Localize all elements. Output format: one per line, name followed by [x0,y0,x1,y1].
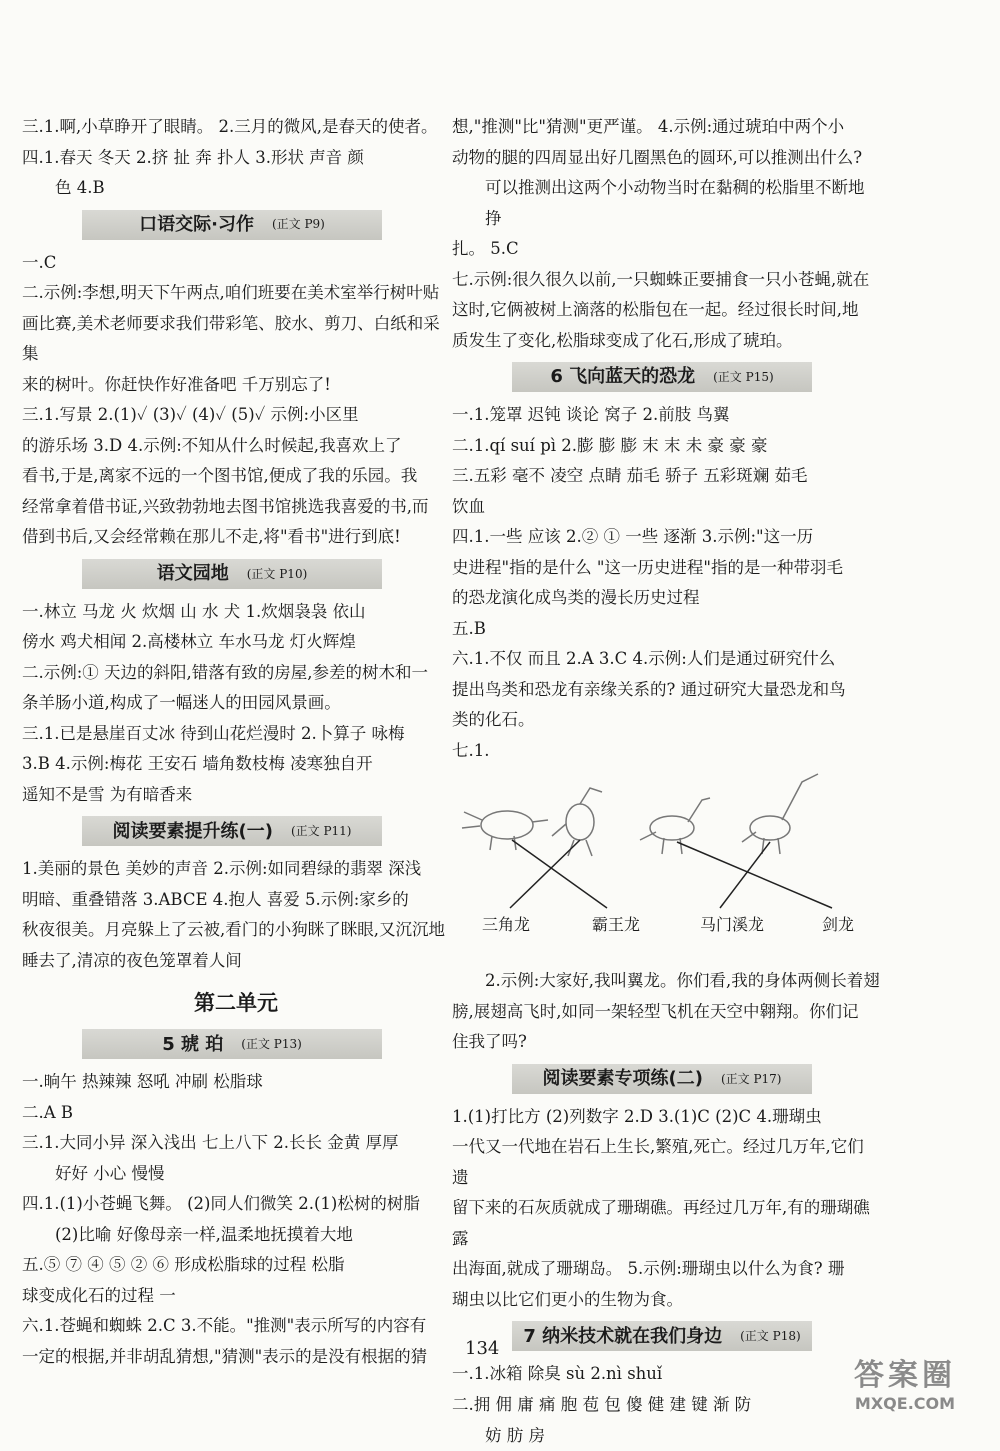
section-title: 阅读要素专项练(二) [543,1062,703,1095]
section-body [452,400,880,766]
text-line: 看书,于是,离家不远的一个图书馆,便成了我的乐园。我 [22,461,450,492]
text-line: 四.1.(1)小苍蝇飞舞。 (2)同人们微笑 2.(1)松树的树脂 [22,1189,450,1220]
section-title: 5 琥 珀 [162,1028,223,1061]
text-line: 住我了吗? [452,1027,880,1058]
page-ref: (正文 P15) [713,366,774,388]
text-line: 一定的根据,并非胡乱猜想,"猜测"表示的是没有根据的猜 [22,1342,450,1373]
text-line: 2.示例:大家好,我叫翼龙。你们看,我的身体两侧长着翅 [452,966,880,997]
section-title: 7 纳米技术就在我们身边 [523,1320,722,1353]
section-body [22,1067,450,1372]
text-line: 四.1.春天 冬天 2.挤 扯 奔 扑人 3.形状 声音 颜 [22,143,450,174]
text-line: 一.1.笼罩 迟钝 谈论 窝子 2.前肢 鸟翼 [452,400,880,431]
section-body [452,1359,880,1451]
text-line: 三.1.啊,小草睁开了眼睛。 2.三月的微风,是春天的使者。 [22,112,450,143]
text-line: 三.1.大同小异 深入浅出 七上八下 2.长长 金黄 厚厚 [22,1128,450,1159]
text-line: 提出鸟类和恐龙有亲缘关系的? 通过研究大量恐龙和鸟 [452,675,880,706]
section-banner-reading-2 [512,1064,812,1094]
section-title: 语文园地 [157,557,229,590]
left-column [22,112,450,1372]
text-line: 三.1.写景 2.(1)✓ (3)✓ (4)✓ (5)✓ 示例:小区里 [22,400,450,431]
page-number: 134 [465,1338,499,1359]
text-line: 的游乐场 3.D 4.示例:不知从什么时候起,我喜欢上了 [22,431,450,462]
text-line: 3.B 4.示例:梅花 王安石 墙角数枝梅 凌寒独自开 [22,749,450,780]
text-line: 二.示例:① 天边的斜阳,错落有致的房屋,参差的树木和一 [22,658,450,689]
section-banner-chinese-garden [82,559,382,589]
text-line: 七.1. [452,736,880,767]
dinosaur-illustration [452,770,872,920]
text-line: 扎。 5.C [452,234,880,265]
page-ref: (正文 P11) [291,820,352,842]
right-top-block [452,112,880,356]
dinosaur-matching-figure [452,770,872,960]
text-line: 画比赛,美术老师要求我们带彩笔、胶水、剪刀、白纸和采集 [22,309,450,370]
text-line: 妨 肪 房 [452,1421,880,1451]
page-ref: (正文 P10) [247,563,308,585]
section-body [452,1102,880,1316]
text-line: 睡去了,清凉的夜色笼罩着人间 [22,946,450,977]
section-title: 阅读要素提升练(一) [113,815,273,848]
watermark-url: MXQE.COM [820,1394,990,1413]
page-ref: (正文 P13) [241,1033,302,1055]
section-title: 6 飞向蓝天的恐龙 [550,360,695,393]
text-line: 明暗、重叠错落 3.ABCE 4.抱人 喜爱 5.示例:家乡的 [22,885,450,916]
dino-label: 剑龙 [822,910,854,940]
stegosaurus-icon [742,774,818,854]
section-banner-dinosaur [512,362,812,392]
text-line: 二.1.qí suí pì 2.膨 膨 膨 末 末 未 豪 豪 豪 [452,431,880,462]
text-line: 好好 小心 慢慢 [22,1159,450,1190]
dino-label: 三角龙 [482,910,530,940]
text-line: 三.1.已是悬崖百丈冰 待到山花烂漫时 2.卜算子 咏梅 [22,719,450,750]
text-line: (2)比喻 好像母亲一样,温柔地抚摸着大地 [22,1220,450,1251]
text-line: 留下来的石灰质就成了珊瑚礁。再经过几万年,有的珊瑚礁露 [452,1193,880,1254]
text-line: 1.(1)打比方 (2)列数字 2.D 3.(1)C (2)C 4.珊瑚虫 [452,1102,880,1133]
text-line: 五.⑤ ⑦ ④ ⑤ ② ⑥ 形成松脂球的过程 松脂 [22,1250,450,1281]
text-line: 条羊肠小道,构成了一幅迷人的田园风景画。 [22,688,450,719]
watermark-text: 答案圈 [820,1350,990,1394]
text-line: 一.林立 马龙 火 炊烟 山 水 犬 1.炊烟袅袅 依山 [22,597,450,628]
match-line [677,842,832,908]
text-line: 一.晌午 热辣辣 怒吼 冲刷 松脂球 [22,1067,450,1098]
page-ref: (正文 P18) [740,1325,801,1347]
section-banner-amber [82,1029,382,1059]
text-line: 七.示例:很久很久以前,一只蜘蛛正要捕食一只小苍蝇,就在 [452,265,880,296]
text-line: 傍水 鸡犬相闻 2.高楼林立 车水马龙 灯火辉煌 [22,627,450,658]
text-line: 经常拿着借书证,兴致勃勃地去图书馆挑选我喜爱的书,而 [22,492,450,523]
text-line: 1.美丽的景色 美妙的声音 2.示例:如同碧绿的翡翠 深浅 [22,854,450,885]
section-body [452,966,880,1058]
text-line: 膀,展翅高飞时,如同一架轻型飞机在天空中翱翔。你们记 [452,997,880,1028]
text-line: 秋夜很美。月亮躲上了云被,看门的小狗眯了眯眼,又沉沉地 [22,915,450,946]
text-line: 六.1.苍蝇和蜘蛛 2.C 3.不能。"推测"表示所写的内容有 [22,1311,450,1342]
text-line: 球变成化石的过程 一 [22,1281,450,1312]
text-line: 来的树叶。你赶快作好准备吧 千万别忘了! [22,370,450,401]
text-line: 一.1.冰箱 除臭 sù 2.nì shuǐ [452,1359,880,1390]
text-line: 瑚虫以比它们更小的生物为食。 [452,1285,880,1316]
text-line: 遥知不是雪 为有暗香来 [22,780,450,811]
text-line: 类的化石。 [452,705,880,736]
text-line: 动物的腿的四周显出好几圈黑色的圆环,可以推测出什么? [452,143,880,174]
text-line: 二.A B [22,1098,450,1129]
text-line: 四.1.一些 应该 2.② ① 一些 逐渐 3.示例:"这一历 [452,522,880,553]
mamenchisaurus-icon [640,798,710,854]
text-line: 可以推测出这两个小动物当时在黏稠的松脂里不断地挣 [452,173,880,234]
text-line: 的恐龙演化成鸟类的漫长历史过程 [452,583,880,614]
match-line [512,840,607,908]
text-line: 二.拥 佣 庸 痛 胞 苞 包 傻 健 建 键 渐 防 [452,1390,880,1421]
text-line: 这时,它俩被树上滴落的松脂包在一起。经过很长时间,地 [452,295,880,326]
text-line: 借到书后,又会经常赖在那儿不走,将"看书"进行到底! [22,522,450,553]
text-line: 一代又一代地在岩石上生长,繁殖,死亡。经过几万年,它们遗 [452,1132,880,1193]
text-line: 饮血 [452,492,880,523]
text-line: 史进程"指的是什么 "这一历史进程"指的是一种带羽毛 [452,553,880,584]
text-line: 三.五彩 毫不 凌空 点睛 茄毛 骄子 五彩斑斓 茹毛 [452,461,880,492]
section-banner-oral-writing [82,210,382,240]
text-line: 出海面,就成了珊瑚岛。 5.示例:珊瑚虫以什么为食? 珊 [452,1254,880,1285]
section-body [22,248,450,553]
page-ref: (正文 P17) [721,1068,782,1090]
match-line [720,842,770,908]
section-banner-reading-1 [82,816,382,846]
dino-label: 马门溪龙 [700,910,764,940]
match-line [510,840,580,908]
section-title: 口语交际·习作 [139,208,254,241]
text-line: 想,"推测"比"猜测"更严谨。 4.示例:通过琥珀中两个小 [452,112,880,143]
text-line: 二.示例:李想,明天下午两点,咱们班要在美术室举行树叶贴 [22,278,450,309]
text-line: 色 4.B [22,173,450,204]
page-ref: (正文 P9) [272,213,325,235]
dino-label: 霸王龙 [592,910,640,940]
text-line: 六.1.不仅 而且 2.A 3.C 4.示例:人们是通过研究什么 [452,644,880,675]
section-banner-nanotech [512,1321,812,1351]
text-line: 一.C [22,248,450,279]
section-body [22,854,450,976]
text-line: 质发生了变化,松脂球变成了化石,形成了琥珀。 [452,326,880,357]
triceratops-icon [462,811,548,850]
right-column [452,112,880,1451]
unit-title: 第二单元 [22,984,450,1023]
text-line: 五.B [452,614,880,645]
left-top-block [22,112,450,204]
watermark-logo [820,1350,990,1430]
tyrannosaurus-icon [552,788,602,856]
section-body [22,597,450,811]
